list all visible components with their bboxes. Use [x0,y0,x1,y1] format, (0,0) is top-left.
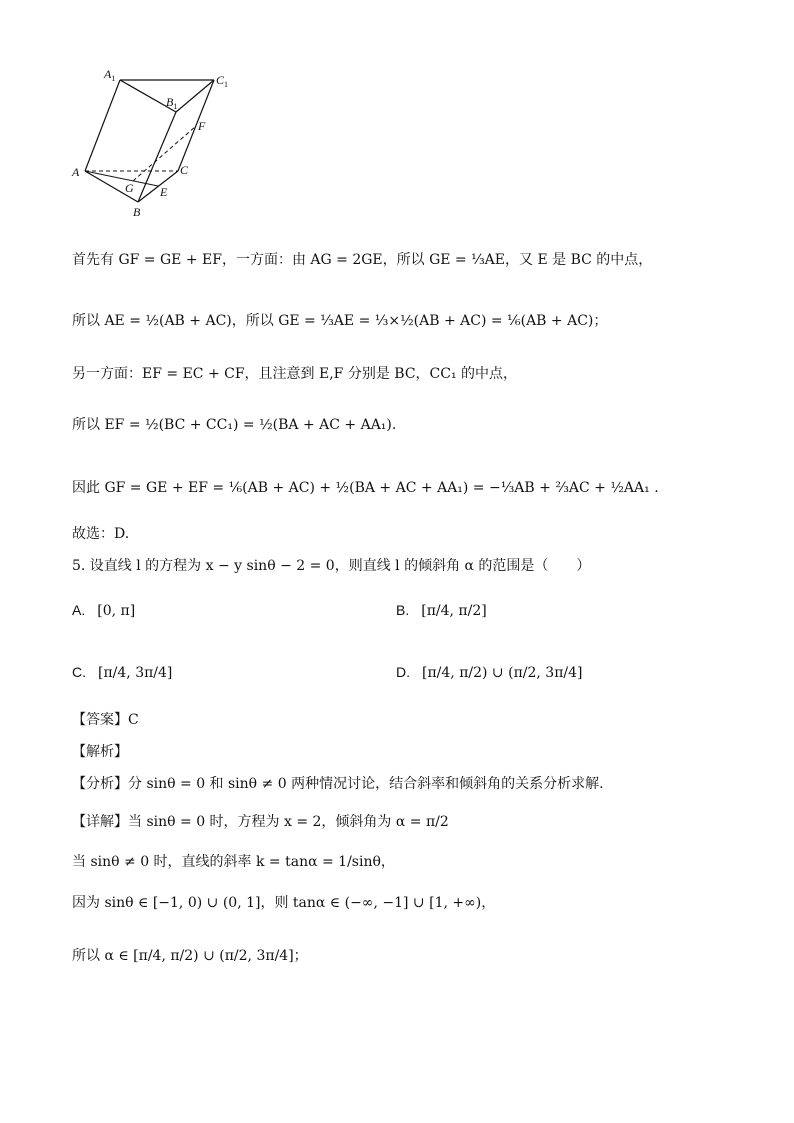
detail-line-4: 所以 α ∈ [π/4, π/2) ∪ (π/2, 3π/4]； [72,948,308,964]
option-b [396,602,487,619]
label-C: C [180,163,189,177]
option-c [72,664,172,681]
label-B1: $B_1$ [166,95,178,111]
option-c-text: [π/4, 3π/4] [98,665,173,681]
option-d-text: [π/4, π/2) ∪ (π/2, 3π/4] [422,665,583,681]
segment-A-E [85,171,158,186]
analysis-title: 【解析】 [72,744,128,760]
prism-figure [70,64,270,224]
edge-A-A1 [85,80,120,171]
detail-line-1: 【详解】当 sinθ = 0 时，方程为 x = 2，倾斜角为 α = π/2 [72,814,449,830]
label-A: A [72,165,80,179]
label-G: G [125,181,134,195]
answer-line: 【答案】C [72,712,139,728]
label-A1: $A_1$ [104,67,116,83]
solution-line-3: 另一方面：EF = EC + CF，且注意到 E,F 分别是 BC，CC₁ 的中点， [72,366,518,382]
option-d-label: D. [396,664,410,680]
option-b-label: B. [396,602,410,618]
edge-C-C1 [178,80,214,171]
solution-conclusion: 故选：D. [72,526,130,542]
detail-line-3: 因为 sinθ ∈ [−1, 0) ∪ (0, 1]，则 tanα ∈ (−∞, −1] ∪ [1, +∞)， [72,895,496,911]
solution-line-1: 首先有 GF = GE + EF，一方面：由 AG = 2GE，所以 GE = ⅓AE，又 E 是 BC 的中点， [72,252,653,268]
option-a-label: A. [72,602,86,618]
label-E: E [160,185,168,199]
solution-line-2: 所以 AE = ½(AB + AC)，所以 GE = ⅓AE = ⅓×½(AB + AC) = ⅙(AB + AC)； [72,313,608,329]
option-c-label: C. [72,664,86,680]
label-B: B [133,205,141,219]
option-a [72,602,135,619]
label-F: F [198,119,206,133]
detail-line-2: 当 sinθ ≠ 0 时，直线的斜率 k = tanα = 1/sinθ， [72,854,395,870]
question-stem: 5. 设直线 l 的方程为 x − y sinθ − 2 = 0，则直线 l 的倾斜角 α 的范围是（ ） [72,558,591,574]
analysis-text: 【分析】分 sinθ = 0 和 sinθ ≠ 0 两种情况讨论，结合斜率和倾斜角的关系分析求解. [72,776,604,792]
option-d [396,664,583,681]
option-b-text: [π/4, π/2] [421,603,487,619]
solution-line-4: 所以 EF = ½(BC + CC₁) = ½(BA + AC + AA₁). [72,417,397,433]
edge-B-B1 [138,112,176,202]
option-a-text: [0, π] [97,603,136,619]
solution-line-5: 因此 GF = GE + EF = ⅙(AB + AC) + ½(BA + AC + AA₁) = −⅓AB + ⅔AC + ½AA₁ . [72,480,659,496]
label-C1: $C_1$ [216,73,229,89]
